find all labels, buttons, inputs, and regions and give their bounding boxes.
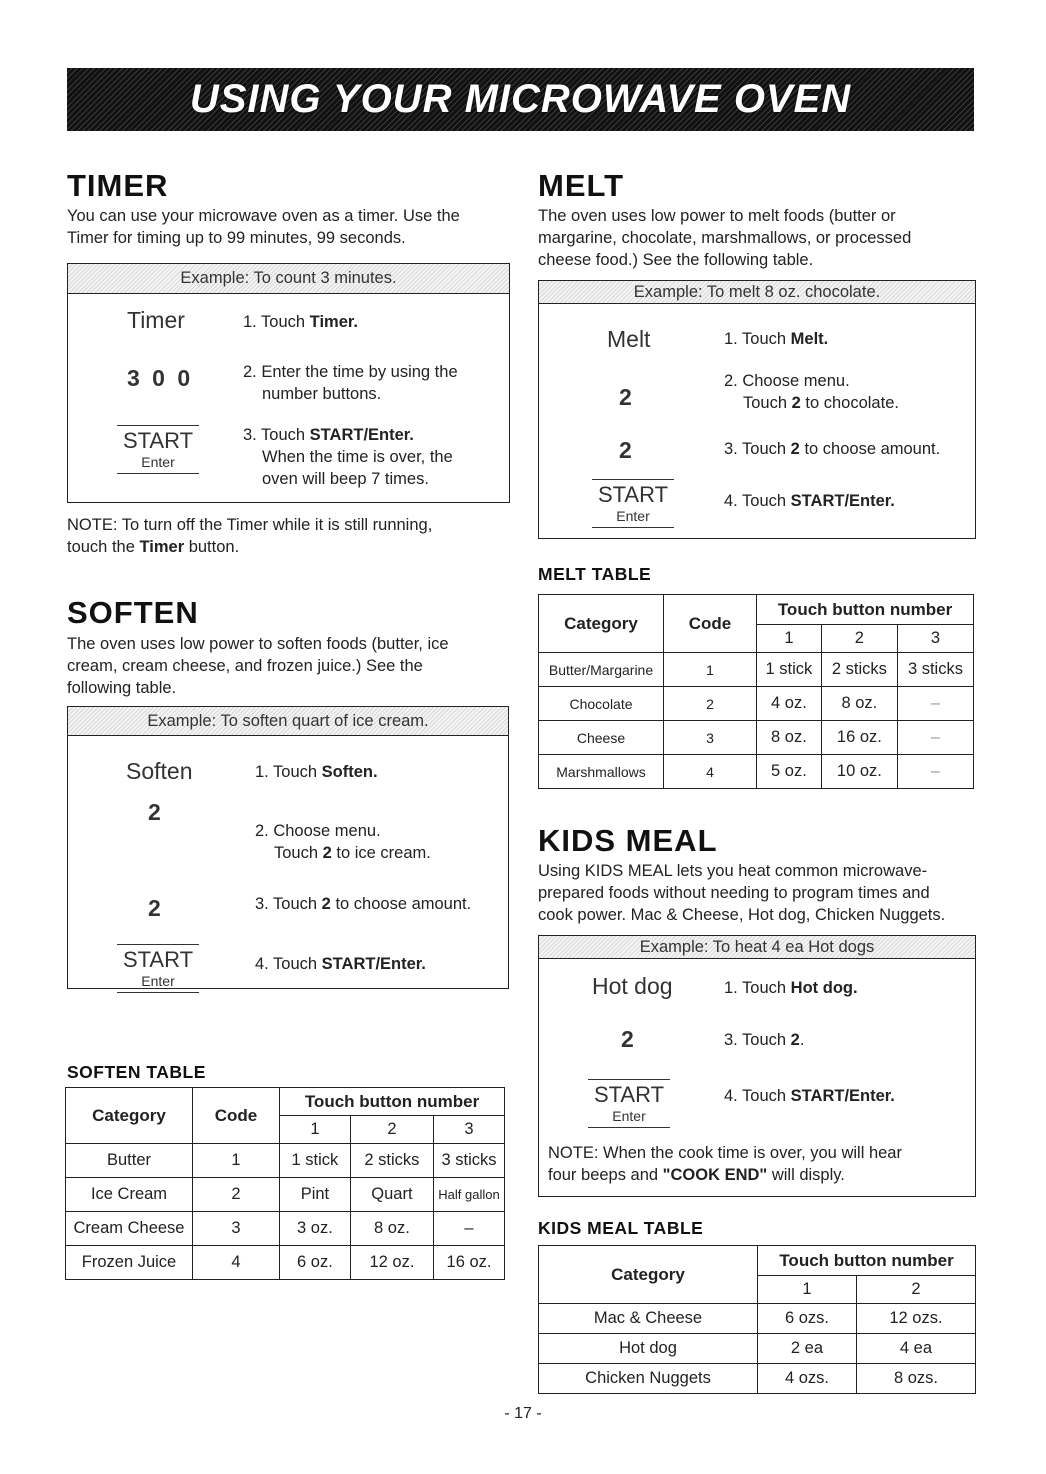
melt-step-4: 4. Touch START/Enter.	[724, 492, 895, 510]
timer-digits-key: 3 0 0	[127, 365, 194, 391]
melt-step-3: 3. Touch 2 to choose amount.	[724, 440, 941, 458]
melt-intro-1: The oven uses low power to melt foods (butter or	[538, 207, 896, 225]
soften-menu-key: 2	[148, 799, 161, 825]
table-row: Hot dog 2 ea 4 ea	[539, 1334, 976, 1364]
melt-start-key: START Enter	[592, 479, 674, 528]
soften-step-1: 1. Touch Soften.	[255, 763, 378, 781]
kids-heading: KIDS MEAL	[538, 823, 718, 858]
timer-start-key: START Enter	[117, 425, 199, 474]
timer-step-2b: number buttons.	[262, 385, 382, 403]
soften-th-category: Category	[66, 1088, 193, 1144]
kids-intro-1: Using KIDS MEAL lets you heat common microwave-	[538, 862, 928, 880]
soften-example-title: Example: To soften quart of ice cream.	[68, 707, 508, 736]
soften-th-col-1: 1	[280, 1116, 351, 1144]
kids-th-col-2: 2	[856, 1276, 975, 1304]
timer-note-1: NOTE: To turn off the Timer while it is still running,	[67, 516, 433, 534]
kids-note-1: NOTE: When the cook time is over, you will hear	[548, 1144, 902, 1162]
kids-step-4: 4. Touch START/Enter.	[724, 1087, 895, 1105]
melt-th-col-3: 3	[897, 625, 973, 653]
soften-key: Soften	[126, 758, 193, 784]
melt-intro-2: margarine, chocolate, marshmallows, or processed	[538, 229, 912, 247]
table-row: Frozen Juice 4 6 oz. 12 oz. 16 oz.	[66, 1246, 505, 1280]
melt-amount-key: 2	[619, 437, 632, 463]
soften-step-2b: Touch 2 to ice cream.	[274, 844, 431, 862]
kids-intro-2: prepared foods without needing to program times and	[538, 884, 930, 902]
banner-title: USING YOUR MICROWAVE OVEN	[189, 77, 852, 121]
kids-count-key: 2	[621, 1026, 634, 1052]
melt-table-title: MELT TABLE	[538, 564, 652, 584]
soften-th-col-2: 2	[350, 1116, 433, 1144]
melt-intro-3: cheese food.) See the following table.	[538, 251, 814, 269]
kids-th-col-1: 1	[758, 1276, 857, 1304]
timer-note-2: touch the Timer button.	[67, 538, 240, 556]
timer-step-3: 3. Touch START/Enter.	[243, 426, 414, 444]
table-row: Cream Cheese 3 3 oz. 8 oz. –	[66, 1212, 505, 1246]
melt-step-2: 2. Choose menu.	[724, 372, 850, 390]
page-number: - 17 -	[504, 1405, 542, 1422]
melt-th-touch: Touch button number	[757, 595, 974, 625]
soften-step-4: 4. Touch START/Enter.	[255, 955, 426, 973]
kids-note-2: four beeps and "COOK END" will disply.	[548, 1166, 845, 1184]
kids-start-key: START Enter	[588, 1079, 670, 1128]
kids-th-category: Category	[539, 1246, 758, 1304]
page-banner	[67, 68, 974, 131]
table-row: Chocolate 2 4 oz. 8 oz. –	[539, 687, 974, 721]
soften-step-2: 2. Choose menu.	[255, 822, 381, 840]
soften-th-col-3: 3	[434, 1116, 505, 1144]
soften-heading: SOFTEN	[67, 595, 199, 630]
kids-th-touch: Touch button number	[758, 1246, 976, 1276]
soften-intro-1: The oven uses low power to soften foods (butter, ice	[67, 635, 449, 653]
melt-menu-key: 2	[619, 384, 632, 410]
table-row: Chicken Nuggets 4 ozs. 8 ozs.	[539, 1364, 976, 1394]
melt-example-title: Example: To melt 8 oz. chocolate.	[539, 281, 975, 304]
timer-step-3b: When the time is over, the	[262, 448, 453, 466]
melt-th-col-1: 1	[757, 625, 822, 653]
kids-table-title: KIDS MEAL TABLE	[538, 1218, 704, 1238]
timer-step-1: 1. Touch Timer.	[243, 313, 358, 331]
kids-step-3: 3. Touch 2.	[724, 1031, 805, 1049]
kids-intro-3: cook power. Mac & Cheese, Hot dog, Chicken Nuggets.	[538, 906, 946, 924]
melt-th-category: Category	[539, 595, 664, 653]
timer-key: Timer	[127, 307, 185, 333]
soften-intro-2: cream, cream cheese, and frozen juice.) See the	[67, 657, 423, 675]
kids-step-1: 1. Touch Hot dog.	[724, 979, 858, 997]
table-row: Butter/Margarine 1 1 stick 2 sticks 3 sticks	[539, 653, 974, 687]
soften-start-key: START Enter	[117, 944, 199, 993]
timer-intro: You can use your microwave oven as a timer. Use the Timer for timing up to 99 minutes, 99 seconds.	[67, 207, 460, 247]
timer-heading: TIMER	[67, 168, 169, 203]
melt-th-code: Code	[664, 595, 757, 653]
timer-example-title: Example: To count 3 minutes.	[68, 264, 509, 294]
soften-th-code: Code	[193, 1088, 280, 1144]
soften-step-3: 3. Touch 2 to choose amount.	[255, 895, 472, 913]
melt-heading: MELT	[538, 168, 625, 203]
soften-intro-3: following table.	[67, 679, 177, 697]
soften-th-touch: Touch button number	[280, 1088, 505, 1116]
melt-key: Melt	[607, 326, 651, 352]
timer-step-2: 2. Enter the time by using the	[243, 363, 458, 381]
table-row: Butter 1 1 stick 2 sticks 3 sticks	[66, 1144, 505, 1178]
kids-table	[538, 1245, 976, 1394]
soften-table-title: SOFTEN TABLE	[67, 1062, 206, 1082]
table-row: Ice Cream 2 Pint Quart Half gallon	[66, 1178, 505, 1212]
kids-example-title: Example: To heat 4 ea Hot dogs	[539, 936, 975, 959]
table-row: Cheese 3 8 oz. 16 oz. –	[539, 721, 974, 755]
melt-step-2b: Touch 2 to chocolate.	[743, 394, 899, 412]
soften-table	[65, 1087, 505, 1280]
table-row: Marshmallows 4 5 oz. 10 oz. –	[539, 755, 974, 789]
table-row: Mac & Cheese 6 ozs. 12 ozs.	[539, 1304, 976, 1334]
timer-step-3c: oven will beep 7 times.	[262, 470, 429, 488]
kids-key: Hot dog	[592, 973, 673, 999]
melt-step-1: 1. Touch Melt.	[724, 330, 829, 348]
soften-amount-key: 2	[148, 895, 161, 921]
melt-table	[538, 594, 974, 789]
melt-th-col-2: 2	[821, 625, 897, 653]
